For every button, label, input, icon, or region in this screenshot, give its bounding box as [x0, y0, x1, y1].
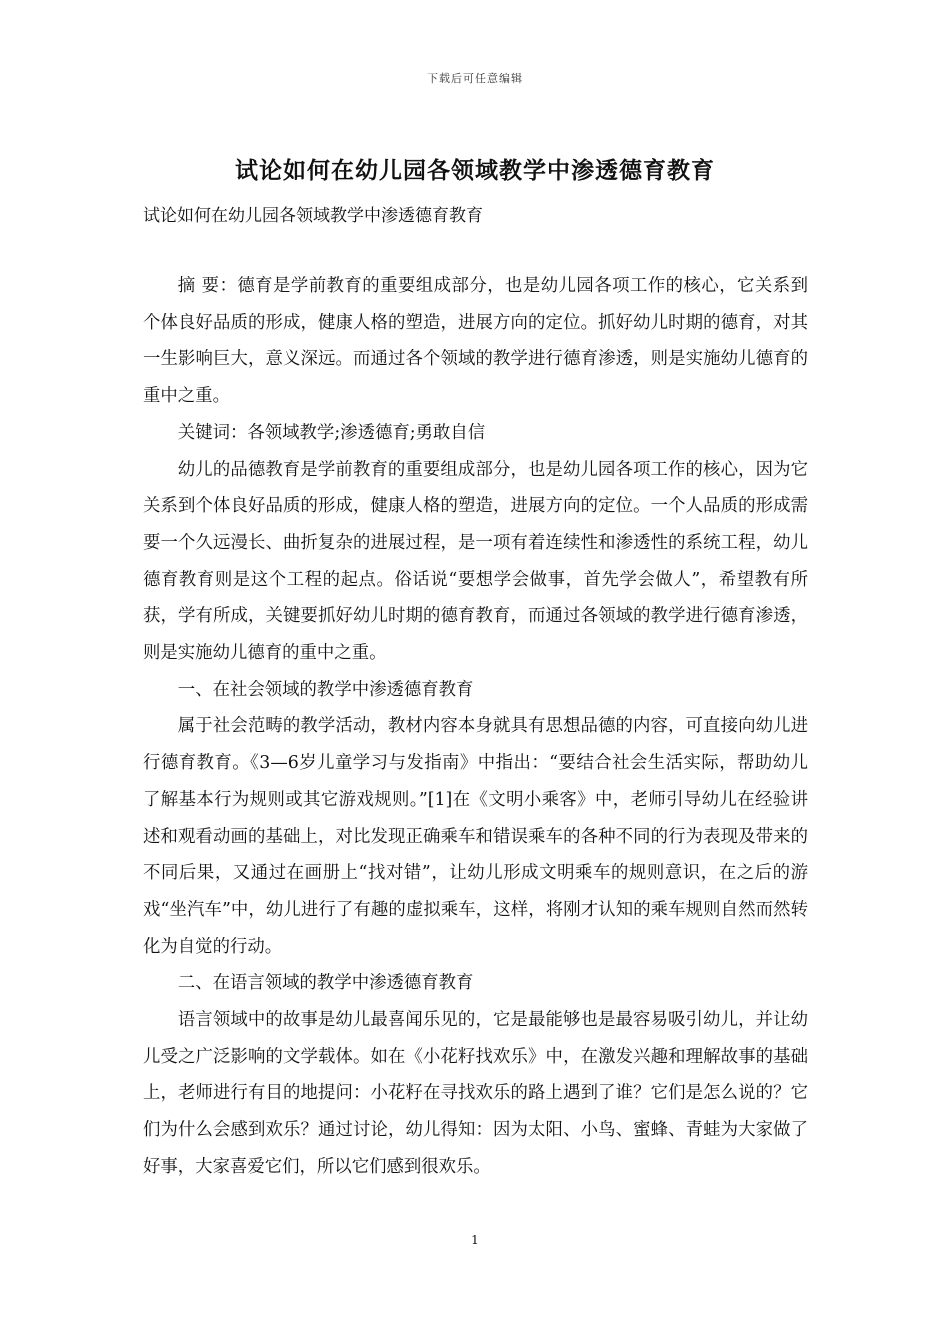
social-paragraph: 属于社会范畴的教学活动，教材内容本身就具有思想品德的内容，可直接向幼儿进行德育教育。《3—6岁儿童学习与发指南》中指出：“要结合社会生活实际，帮助幼儿了解基本行为规则或其它游戏规则。”[1]在《文明小乘客》中，老师引导幼儿在经验讲述和观看动画的基础上，对比发现正确乘车和错误乘车的各种不同的行为表现及带来的不同后果，又通过在画册上“找对错”，让幼儿形成文明乘车的规则意识，在之后的游戏“坐汽车”中，幼儿进行了有趣的虚拟乘车，这样，将刚才认知的乘车规则自然而然转化为自觉的行动。 — [143, 716, 808, 957]
abstract-paragraph: 摘 要：德育是学前教育的重要组成部分，也是幼儿园各项工作的核心，它关系到个体良好品质的形成，健康人格的塑造，进展方向的定位。抓好幼儿时期的德育，对其一生影响巨大，意义深远。而通过各个领域的教学进行德育渗透，则是实施幼儿德育的重中之重。 — [143, 276, 808, 407]
document-body — [143, 268, 808, 1186]
section-heading-language: 二、在语言领域的教学中渗透德育教育 — [177, 973, 474, 994]
page-number: 1 — [471, 1233, 479, 1247]
keywords-paragraph: 关键词：各领域教学;渗透德育;勇敢自信 — [177, 422, 486, 443]
intro-paragraph: 幼儿的品德教育是学前教育的重要组成部分，也是幼儿园各项工作的核心，因为它关系到个体良好品质的形成，健康人格的塑造，进展方向的定位。一个人品质的形成需要一个久远漫长、曲折复杂的进展过程，是一项有着连续性和渗透性的系统工程，幼儿德育教育则是这个工程的起点。俗话说“要想学会做事，首先学会做人”，希望教有所获，学有所成，关键要抓好幼儿时期的德育教育，而通过各领域的教学进行德育渗透，则是实施幼儿德育的重中之重。 — [143, 459, 808, 664]
language-paragraph: 语言领域中的故事是幼儿最喜闻乐见的，它是最能够也是最容易吸引幼儿，并让幼儿受之广泛影响的文学载体。如在《小花籽找欢乐》中，在激发兴趣和理解故事的基础上，老师进行有目的地提问：小花籽在寻找欢乐的路上遇到了谁？它们是怎么说的？它们为什么会感到欢乐？通过讨论，幼儿得知：因为太阳、小鸟、蜜蜂、青蛙为大家做了好事，大家喜爱它们，所以它们感到很欢乐。 — [143, 1010, 808, 1177]
section-heading-social: 一、在社会领域的教学中渗透德育教育 — [177, 679, 474, 700]
document-subtitle: 试论如何在幼儿园各领域教学中渗透德育教育 — [143, 206, 483, 226]
header-note: 下载后可任意编辑 — [427, 72, 523, 85]
document-title: 试论如何在幼儿园各领域教学中渗透德育教育 — [235, 157, 715, 184]
